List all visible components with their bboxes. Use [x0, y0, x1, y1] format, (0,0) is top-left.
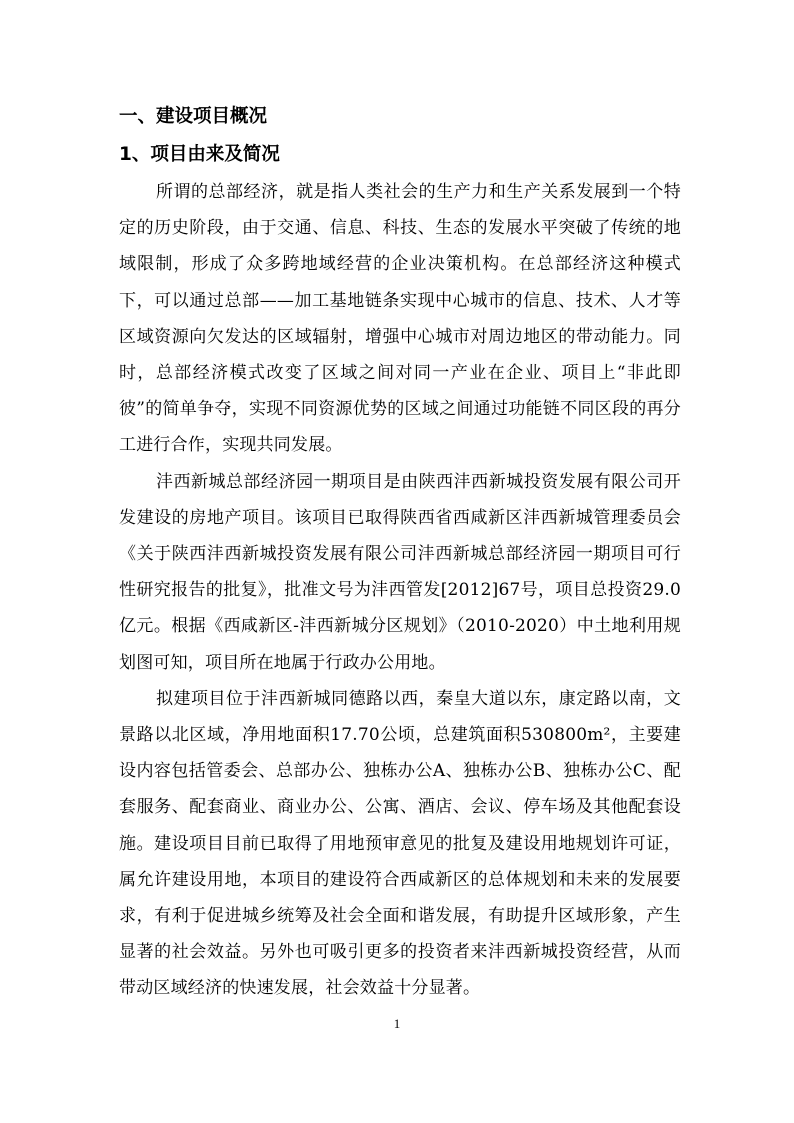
paragraph-project-location: 拟建项目位于沣西新城同德路以西，秦皇大道以东，康定路以南，文景路以北区域，净用地面积17.70公顷，总建筑面积530800m²，主要建设内容包括管委会、总部办公、独栋办公A、独栋办公B、独栋办公C、配套服务、配套商业、商业办公、公寓、酒店、会议、停车场及其他配套设施。建设项目目前已取得了用地预审意见的批复及建设用地规划许可证，属允许建设用地，本项目的建设符合西咸新区的总体规划和未来的发展要求，有利于促进城乡统筹及社会全面和谐发展，有助提升区域形象，产生显著的社会效益。另外也可吸引更多的投资者来沣西新城投资经营，从而带动区域经济的快速发展，社会效益十分显著。 — [119, 688, 681, 999]
paragraph-project-approval: 沣西新城总部经济园一期项目是由陕西沣西新城投资发展有限公司开发建设的房地产项目。该项目已取得陕西省西咸新区沣西新城管理委员会《关于陕西沣西新城投资发展有限公司沣西新城总部经济园一期项目可行性研究报告的批复》，批准文号为沣西管发[2012]67号，项目总投资29.0亿元。根据《西咸新区-沣西新城分区规划》（2010-2020）中土地利用规划图可知，项目所在地属于行政办公用地。 — [119, 471, 681, 673]
page-content — [119, 100, 681, 1007]
page-number: 1 — [393, 1016, 401, 1031]
subsection-heading: 1、项目由来及简况 — [119, 144, 280, 165]
paragraph-headquarters-economy: 所谓的总部经济，就是指人类社会的生产力和生产关系发展到一个特定的历史阶段，由于交通、信息、科技、生态的发展水平突破了传统的地域限制，形成了众多跨地域经营的企业决策机构。在总部经济这种模式下，可以通过总部——加工基地链条实现中心城市的信息、技术、人才等区域资源向欠发达的区域辐射，增强中心城市对周边地区的带动能力。同时，总部经济模式改变了区域之间对同一产业在企业、项目上“非此即彼”的简单争夺，实现不同资源优势的区域之间通过功能链不同区段的再分工进行合作，实现共同发展。 — [119, 182, 681, 456]
section-heading: 一、建设项目概况 — [119, 106, 268, 127]
